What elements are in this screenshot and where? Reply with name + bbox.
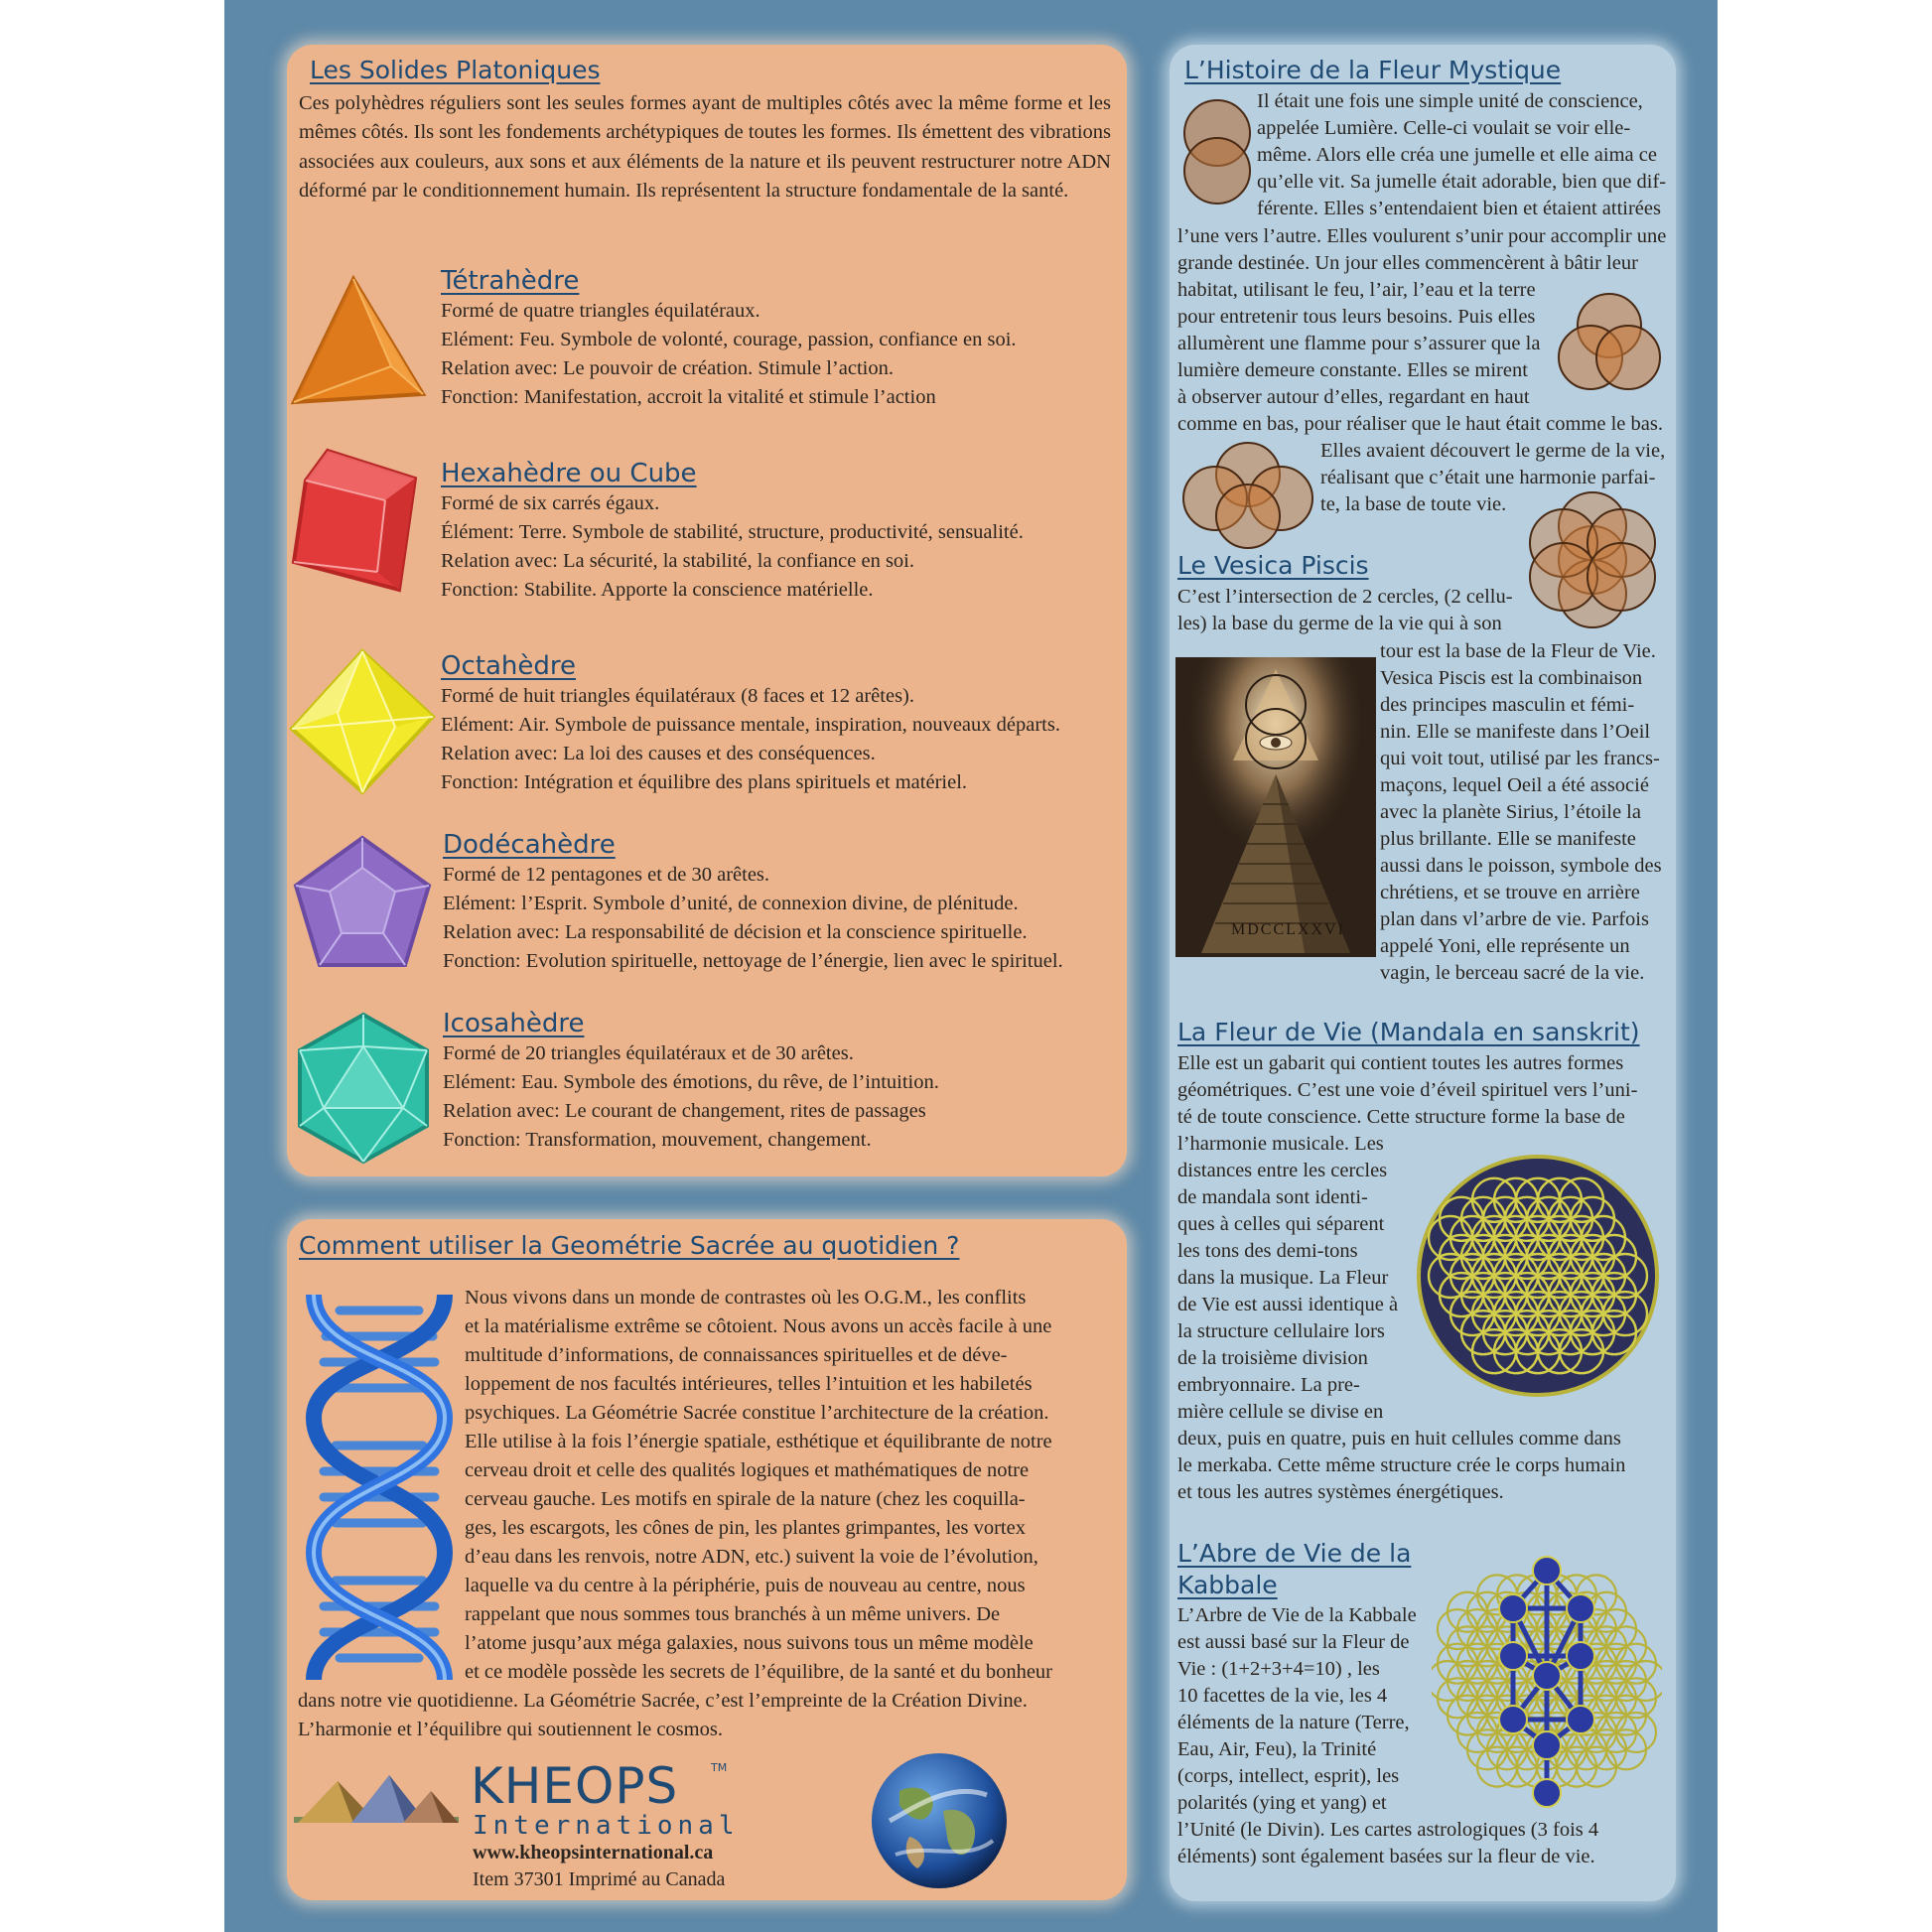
daily-line: loppement de nos facultés intérieures, telles l’intuition et les habiletés xyxy=(465,1373,1033,1395)
tree-line: est aussi basé sur la Fleur de xyxy=(1177,1631,1410,1653)
icosahedron-icon xyxy=(294,1011,433,1166)
vesica-line: vagin, le berceau sacré de la vie. xyxy=(1380,962,1645,984)
vesica-line: des principes masculin et fémi- xyxy=(1380,694,1635,716)
platonic-intro: Ces polyhèdres réguliers sont les seules formes ayant de multiples côtés avec la même forme et les mêmes côtés. Ils sont les fondements archétypiques de toutes les formes. Ils émettent des vibrations associées aux couleurs, aux sons et aux éléments de la nature et ils peuvent restructurer notre ADN déformé par le conditionnement humain. Ils représentent la structure fondamentale de la santé. xyxy=(299,92,1111,202)
story-line: grande destinée. Un jour elles commencèrent à bâtir leur xyxy=(1177,252,1638,274)
daily-line: L’harmonie et l’équilibre qui soutiennent le cosmos. xyxy=(298,1719,723,1740)
pyramid-inscription: MDCCLXXVI xyxy=(1231,921,1345,938)
solid-line: Formé de six carrés égaux. xyxy=(441,492,660,514)
vesica-line: qui voit tout, utilisé par les francs- xyxy=(1380,748,1660,769)
daily-line: laquelle va du centre à la périphérie, puis de nouveau au centre, nous xyxy=(465,1575,1026,1596)
brand-url: www.kheopsinternational.ca xyxy=(473,1842,714,1863)
tree-title-1: L’Abre de Vie de la xyxy=(1177,1539,1412,1568)
story-line: appelée Lumière. Celle-ci voulait se voir elle- xyxy=(1257,117,1631,139)
daily-line: d’eau dans les renvois, notre ADN, etc.) suivent la voie de l’évolution, xyxy=(465,1546,1038,1568)
flower-line: té de toute conscience. Cette structure forme la base de xyxy=(1177,1106,1625,1128)
daily-line: cerveau gauche. Les motifs en spirale de la nature (chez les coquilla- xyxy=(465,1488,1026,1510)
flower-line: embryonnaire. La pre- xyxy=(1177,1374,1360,1396)
flower-line: dans la musique. La Fleur xyxy=(1177,1267,1389,1289)
solid-line: Elément: Eau. Symbole des émotions, du rêve, de l’intuition. xyxy=(443,1071,939,1093)
earth-globe-icon xyxy=(870,1751,1009,1890)
story-line: qu’elle vit. Sa jumelle était adorable, bien que dif- xyxy=(1257,171,1667,193)
story-line: férente. Elles s’entendaient bien et étaient attirées xyxy=(1257,198,1661,219)
dodecahedron-icon xyxy=(290,834,435,975)
vesica-line: nin. Elle se manifeste dans l’Oeil xyxy=(1380,721,1651,743)
solid-line: Fonction: Intégration et équilibre des plans spirituels et matériel. xyxy=(441,771,968,793)
daily-line: cerveau droit et celle des qualités logiques et mathématiques de notre xyxy=(465,1459,1030,1481)
pyramid-eye-image xyxy=(1175,657,1376,957)
story-line: Elles avaient découvert le germe de la vie, xyxy=(1320,440,1666,462)
solid-line: Formé de 12 pentagones et de 30 arêtes. xyxy=(443,864,770,886)
daily-title: Comment utiliser la Geométrie Sacrée au quotidien ? xyxy=(299,1231,960,1260)
flower-line: Elle est un gabarit qui contient toutes les autres formes xyxy=(1177,1052,1624,1074)
seed-four-circles-icon xyxy=(1177,437,1318,552)
story-line: habitat, utilisant le feu, l’air, l’eau et la terre xyxy=(1177,279,1536,301)
story-line: pour entretenir tous leurs besoins. Puis elles xyxy=(1177,306,1536,328)
tree-line: éléments de la nature (Terre, xyxy=(1177,1712,1410,1733)
tree-line: polarités (ying et yang) et xyxy=(1177,1792,1387,1814)
tree-of-life-icon xyxy=(1432,1551,1662,1811)
three-circles-icon xyxy=(1555,290,1664,395)
solid-line: Relation avec: La loi des causes et des conséquences. xyxy=(441,743,876,764)
tree-title-2: Kabbale xyxy=(1177,1571,1278,1599)
flower-line: de Vie est aussi identique à xyxy=(1177,1294,1399,1315)
seed-of-life-icon xyxy=(1519,490,1666,629)
brand-tm: TM xyxy=(711,1761,728,1774)
tree-line: l’Unité (le Divin). Les cartes astrologiques (3 fois 4 xyxy=(1177,1819,1599,1841)
daily-line: et la matérialisme extrême se côtoient. Nous avons un accès facile à une xyxy=(465,1315,1052,1337)
flower-line: les tons des demi-tons xyxy=(1177,1240,1358,1262)
tree-line: éléments) sont également basées sur la fleur de vie. xyxy=(1177,1846,1595,1867)
solid-line: Elément: Feu. Symbole de volonté, courage, passion, confiance en soi. xyxy=(441,329,1017,350)
daily-line: dans notre vie quotidienne. La Géométrie Sacrée, c’est l’empreinte de la Création Divine. xyxy=(298,1690,1028,1712)
story-line: même. Alors elle créa une jumelle et elle aima ce xyxy=(1257,144,1657,166)
daily-line: multitude d’informations, de connaissances spirituelles et de déve- xyxy=(465,1344,1008,1366)
solid-line: Fonction: Evolution spirituelle, nettoyage de l’énergie, lien avec le spirituel. xyxy=(443,950,1063,972)
daily-line: ges, les escargots, les cônes de pin, les plantes grimpantes, les vortex xyxy=(465,1517,1026,1539)
story-line: réalisant que c’était une harmonie parfai- xyxy=(1320,467,1656,488)
brand-sub: International xyxy=(473,1811,740,1841)
flower-line: deux, puis en quatre, puis en huit cellules comme dans xyxy=(1177,1428,1621,1449)
solid-line: Fonction: Stabilite. Apporte la conscience matérielle. xyxy=(441,579,874,601)
octahedron-icon xyxy=(288,647,437,796)
brand-item: Item 37301 Imprimé au Canada xyxy=(473,1868,726,1890)
flower-line: de la troisième division xyxy=(1177,1347,1368,1369)
daily-line: Nous vivons dans un monde de contrastes où les O.G.M., les conflits xyxy=(465,1287,1027,1309)
flower-line: l’harmonie musicale. Les xyxy=(1177,1133,1384,1155)
flower-line: la structure cellulaire lors xyxy=(1177,1320,1385,1342)
solid-line: Élément: Terre. Symbole de stabilité, structure, productivité, sensualité. xyxy=(441,521,1024,543)
story-title: L’Histoire de la Fleur Mystique xyxy=(1184,56,1562,84)
vesica-line: chrétiens, et se trouve en arrière xyxy=(1380,882,1640,903)
vesica-line: plus brillante. Elle se manifeste xyxy=(1380,828,1636,850)
daily-line: psychiques. La Géométrie Sacrée constitue l’architecture de la création. xyxy=(465,1402,1049,1424)
cube-icon xyxy=(288,445,427,594)
daily-line: et ce modèle possède les secrets de l’équilibre, de la santé et du bonheur xyxy=(465,1661,1052,1683)
story-line: te, la base de toute vie. xyxy=(1320,493,1507,515)
daily-line: l’atome jusqu’aux méga galaxies, nous suivons tous un même modèle xyxy=(465,1632,1034,1654)
solid-title: Icosahèdre xyxy=(443,1009,585,1038)
solid-line: Elément: l’Esprit. Symbole d’unité, de connexion divine, de plénitude. xyxy=(443,893,1019,914)
story-line: Il était une fois une simple unité de conscience, xyxy=(1257,90,1643,112)
solid-line: Relation avec: La sécurité, la stabilité, la confiance en soi. xyxy=(441,550,914,572)
dna-helix-icon xyxy=(296,1291,463,1684)
tree-line: (corps, intellect, esprit), les xyxy=(1177,1765,1400,1787)
story-line: à observer autour d’elles, regardant en haut xyxy=(1177,386,1530,408)
vesica-line: C’est l’intersection de 2 cercles, (2 cellu- xyxy=(1177,586,1513,608)
solid-line: Formé de huit triangles équilatéraux (8 faces et 12 arêtes). xyxy=(441,685,915,707)
solid-line: Relation avec: La responsabilité de décision et la conscience spirituelle. xyxy=(443,921,1028,943)
flower-of-life-icon xyxy=(1414,1152,1662,1400)
story-line: allumèrent une flamme pour s’assurer que la xyxy=(1177,333,1541,354)
story-line: comme en bas, pour réaliser que le haut était comme le bas. xyxy=(1177,413,1663,435)
solid-line: Elément: Air. Symbole de puissance mentale, inspiration, nouveaux départs. xyxy=(441,714,1060,736)
tree-line: Eau, Air, Feu), la Trinité xyxy=(1177,1738,1377,1760)
solid-line: Formé de 20 triangles équilatéraux et de 30 arêtes. xyxy=(443,1042,854,1064)
vesica-line: tour est la base de la Fleur de Vie. xyxy=(1380,640,1656,662)
vesica-line: Vesica Piscis est la combinaison xyxy=(1380,667,1643,689)
solid-line: Fonction: Transformation, mouvement, changement. xyxy=(443,1129,872,1151)
daily-line: Elle utilise à la fois l’énergie spatiale, esthétique et équilibrante de notre xyxy=(465,1431,1052,1452)
story-line: l’une vers l’autre. Elles voulurent s’unir pour accomplir une xyxy=(1177,225,1667,247)
solid-line: Fonction: Manifestation, accroit la vitalité et stimule l’action xyxy=(441,386,936,408)
solid-title: Octahèdre xyxy=(441,651,576,681)
flower-line: le merkaba. Cette même structure crée le corps humain xyxy=(1177,1454,1626,1476)
flower-title: La Fleur de Vie (Mandala en sanskrit) xyxy=(1177,1018,1640,1046)
vesica-line: aussi dans le poisson, symbole des xyxy=(1380,855,1662,877)
vesica-title: Le Vesica Piscis xyxy=(1177,551,1369,580)
vesica-line: appelé Yoni, elle représente un xyxy=(1380,935,1630,957)
story-line: lumière demeure constante. Elles se mirent xyxy=(1177,359,1528,381)
tree-line: 10 facettes de la vie, les 4 xyxy=(1177,1685,1388,1707)
pyramids-logo-icon xyxy=(294,1771,459,1831)
platonic-title: Les Solides Platoniques xyxy=(310,56,601,84)
vesica-line: maçons, lequel Oeil a été associé xyxy=(1380,774,1649,796)
vesica-line: plan dans vl’arbre de vie. Parfois xyxy=(1380,908,1649,930)
flower-line: ques à celles qui séparent xyxy=(1177,1213,1385,1235)
solid-title: Hexahèdre ou Cube xyxy=(441,459,697,488)
brand-name: KHEOPS xyxy=(471,1757,679,1815)
flower-line: géométriques. C’est une voie d’éveil spirituel vers l’uni- xyxy=(1177,1079,1638,1101)
flower-line: et tous les autres systèmes énergétiques. xyxy=(1177,1481,1504,1503)
solid-title: Dodécahèdre xyxy=(443,830,616,860)
daily-line: rappelant que nous sommes tous branchés à un même univers. De xyxy=(465,1603,1001,1625)
vesica-line: avec la planète Sirius, l’étoile la xyxy=(1380,801,1641,823)
platonic-panel xyxy=(287,45,1127,1176)
vesica-line: les) la base du germe de la vie qui à son xyxy=(1177,613,1502,634)
solid-line: Formé de quatre triangles équilatéraux. xyxy=(441,300,760,322)
solid-line: Relation avec: Le courant de changement, rites de passages xyxy=(443,1100,926,1122)
flower-line: de mandala sont identi- xyxy=(1177,1186,1368,1208)
tree-line: L’Arbre de Vie de la Kabbale xyxy=(1177,1604,1417,1626)
vesica-two-circles-icon xyxy=(1179,97,1255,208)
tree-line: Vie : (1+2+3+4=10) , les xyxy=(1177,1658,1380,1680)
tetrahedron-icon xyxy=(288,273,427,412)
solid-line: Relation avec: Le pouvoir de création. Stimule l’action. xyxy=(441,357,894,379)
solid-title: Tétrahèdre xyxy=(441,266,580,296)
flower-line: mière cellule se divise en xyxy=(1177,1401,1384,1423)
flower-line: distances entre les cercles xyxy=(1177,1160,1388,1181)
